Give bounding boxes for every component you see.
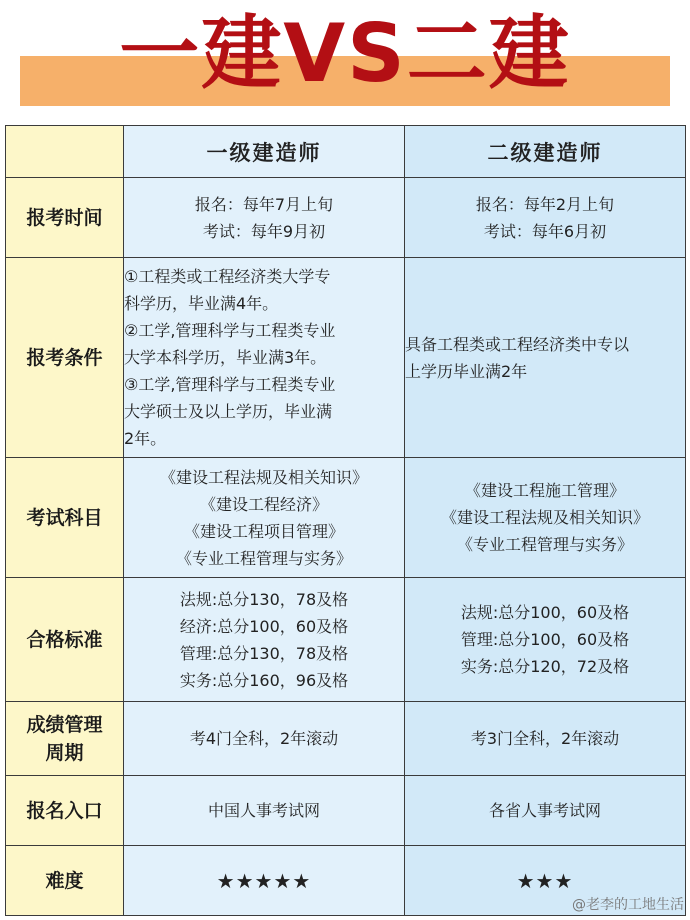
conditions-col2: [405, 258, 686, 458]
conditions-col2-line: 具备工程类或工程经济类中专以: [405, 334, 630, 354]
row-label-pass: 合格标准: [6, 578, 124, 702]
subjects-col2: [405, 458, 686, 578]
pass-col2-line: 管理:总分100，60及格: [460, 630, 630, 649]
conditions-col1-line: 大学硕士及以上学历，毕业满: [124, 402, 333, 421]
cycle-col2: 考3门全科，2年滚动: [405, 702, 686, 776]
pass-col1-line: 实务:总分160，96及格: [179, 670, 349, 690]
row-label-conditions: 报考条件: [6, 258, 124, 458]
time-col2: [405, 178, 686, 258]
pass-col1: [124, 578, 405, 702]
pass-col1-line: 经济:总分100，60及格: [179, 616, 349, 636]
table-row-entry: [6, 776, 686, 846]
time-col2-line: 报名：每年2月上旬: [475, 194, 615, 214]
difficulty-stars-col1: ★★★★★: [124, 846, 405, 916]
header-blank-cell: [6, 126, 124, 178]
row-label-cycle: [6, 702, 124, 776]
subjects-col1-line: 《建设工程经济》: [199, 494, 328, 514]
conditions-col1-line: ②工学,管理科学与工程类专业: [124, 321, 336, 340]
cycle-col1: 考4门全科，2年滚动: [124, 702, 405, 776]
row-label-time: 报考时间: [6, 178, 124, 258]
pass-col2-line: 实务:总分120，72及格: [460, 657, 630, 676]
header-col1: 一级建造师: [124, 126, 405, 178]
table-row-cycle: [6, 702, 686, 776]
comparison-table: [5, 125, 686, 916]
table-row-conditions: [6, 258, 686, 458]
conditions-col1-line: 大学本科学历，毕业满3年。: [124, 348, 327, 367]
row-label-subjects: 考试科目: [6, 458, 124, 578]
cycle-label-line: 周期: [45, 741, 84, 764]
table-row-subjects: [6, 458, 686, 578]
conditions-col1-line: 科学历，毕业满4年。: [124, 294, 279, 313]
table-row-time: [6, 178, 686, 258]
subjects-col1: [124, 458, 405, 578]
conditions-col1-line: ③工学,管理科学与工程类专业: [124, 375, 336, 394]
title-banner: [0, 0, 690, 118]
subjects-col1-line: 《建设工程项目管理》: [183, 521, 344, 541]
pass-col1-line: 法规:总分130，78及格: [179, 589, 349, 609]
row-label-entry: 报名入口: [6, 776, 124, 846]
conditions-col1-line: ①工程类或工程经济类大学专: [124, 267, 331, 286]
subjects-col2-line: 《建设工程施工管理》: [464, 481, 625, 500]
header-col2: 二级建造师: [405, 126, 686, 178]
entry-col1: 中国人事考试网: [124, 776, 405, 846]
time-col1-line: 报名：每年7月上旬: [194, 194, 334, 214]
table-header-row: [6, 126, 686, 178]
subjects-col2-line: 《建设工程法规及相关知识》: [440, 508, 649, 527]
pass-col2: [405, 578, 686, 702]
cycle-label-line: 成绩管理: [26, 713, 103, 736]
conditions-col1-line: 2年。: [124, 429, 167, 448]
time-col1-line: 考试：每年9月初: [202, 221, 326, 241]
subjects-col1-line: 《专业工程管理与实务》: [175, 548, 352, 568]
time-col2-line: 考试：每年6月初: [483, 221, 607, 241]
pass-col2-line: 法规:总分100，60及格: [460, 603, 630, 622]
watermark: @老李的工地生活: [572, 897, 684, 913]
conditions-col1: [124, 258, 405, 458]
subjects-col2-line: 《专业工程管理与实务》: [456, 535, 633, 554]
table-row-pass: [6, 578, 686, 702]
page-title: 一建VS二建: [119, 7, 571, 100]
pass-col1-line: 管理:总分130，78及格: [179, 643, 349, 663]
subjects-col1-line: 《建设工程法规及相关知识》: [159, 467, 368, 487]
conditions-col2-line: 上学历毕业满2年: [405, 361, 528, 381]
time-col1: [124, 178, 405, 258]
entry-col2: 各省人事考试网: [405, 776, 686, 846]
row-label-difficulty: 难度: [6, 846, 124, 916]
difficulty-stars-col2: ★★★: [405, 846, 686, 916]
